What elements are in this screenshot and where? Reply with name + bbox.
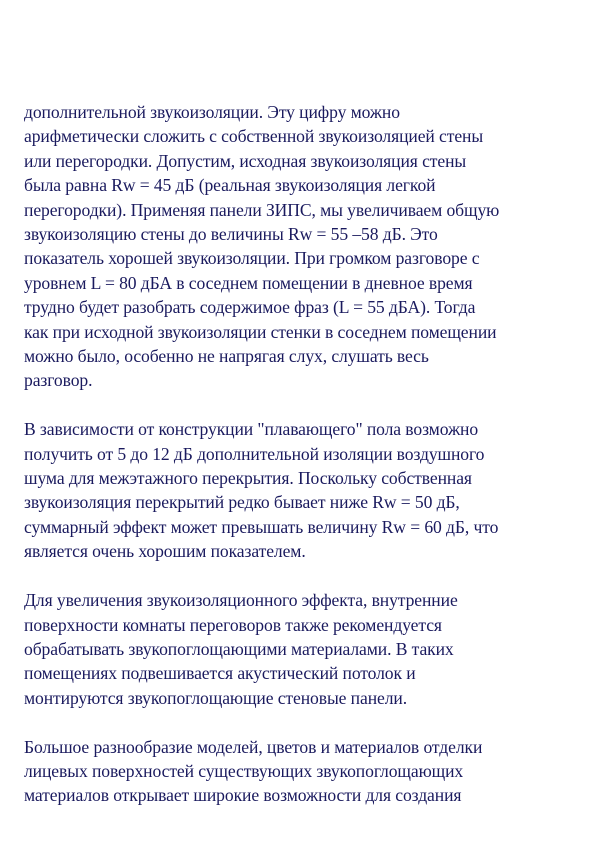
text-line: поверхности комнаты переговоров также рекомендуется xyxy=(24,614,442,635)
text-line: была равна Rw = 45 дБ (реальная звукоизоляция легкой xyxy=(24,175,436,196)
text-line: как при исходной звукоизоляции стенки в соседнем помещении xyxy=(24,321,497,342)
text-line: Для увеличения звукоизоляционного эффекта, внутренние xyxy=(24,590,458,611)
text-line: помещениях подвешивается акустический потолок и xyxy=(24,663,416,684)
paragraph-3 xyxy=(24,588,584,710)
text-line: трудно будет разобрать содержимое фраз (L = 55 дБА). Тогда xyxy=(24,297,476,318)
paragraph-4 xyxy=(24,735,584,808)
text-line: дополнительной звукоизоляции. Эту цифру можно xyxy=(24,102,400,122)
text-line: суммарный эффект может превышать величину Rw = 60 дБ, что xyxy=(24,516,499,537)
paragraph-1 xyxy=(24,100,584,393)
text-line: Большое разнообразие моделей, цветов и материалов отделки xyxy=(24,736,483,757)
text-line: обрабатывать звукопоглощающими материалами. В таких xyxy=(24,638,454,659)
text-line: или перегородки. Допустим, исходная звукоизоляция стены xyxy=(24,150,467,171)
text-line: материалов открывает широкие возможности для создания xyxy=(24,785,462,806)
text-line: разговор. xyxy=(24,370,93,391)
text-line: монтируются звукопоглощающие стеновые панели. xyxy=(24,687,408,708)
text-line: перегородки). Применяя панели ЗИПС, мы увеличиваем общую xyxy=(24,199,500,220)
text-line: получить от 5 до 12 дБ дополнительной изоляции воздушного xyxy=(24,443,485,464)
text-line: показатель хорошей звукоизоляции. При громком разговоре с xyxy=(24,248,480,269)
paragraph-2 xyxy=(24,417,584,563)
document-body xyxy=(24,100,584,832)
text-line: звукоизоляцию стены до величины Rw = 55 –58 дБ. Это xyxy=(24,224,438,245)
text-line: В зависимости от конструкции "плавающего" пола возможно xyxy=(24,419,479,440)
text-line: шума для межэтажного перекрытия. Поскольку собственная xyxy=(24,468,472,489)
text-line: звукоизоляция перекрытий редко бывает ниже Rw = 50 дБ, xyxy=(24,492,460,513)
text-line: является очень хорошим показателем. xyxy=(24,541,306,562)
text-line: можно было, особенно не напрягая слух, слушать весь xyxy=(24,346,429,367)
text-line: уровнем L = 80 дБА в соседнем помещении в дневное время xyxy=(24,272,473,293)
text-line: лицевых поверхностей существующих звукопоглощающих xyxy=(24,760,464,781)
text-line: арифметически сложить с собственной звукоизоляцией стены xyxy=(24,126,484,147)
